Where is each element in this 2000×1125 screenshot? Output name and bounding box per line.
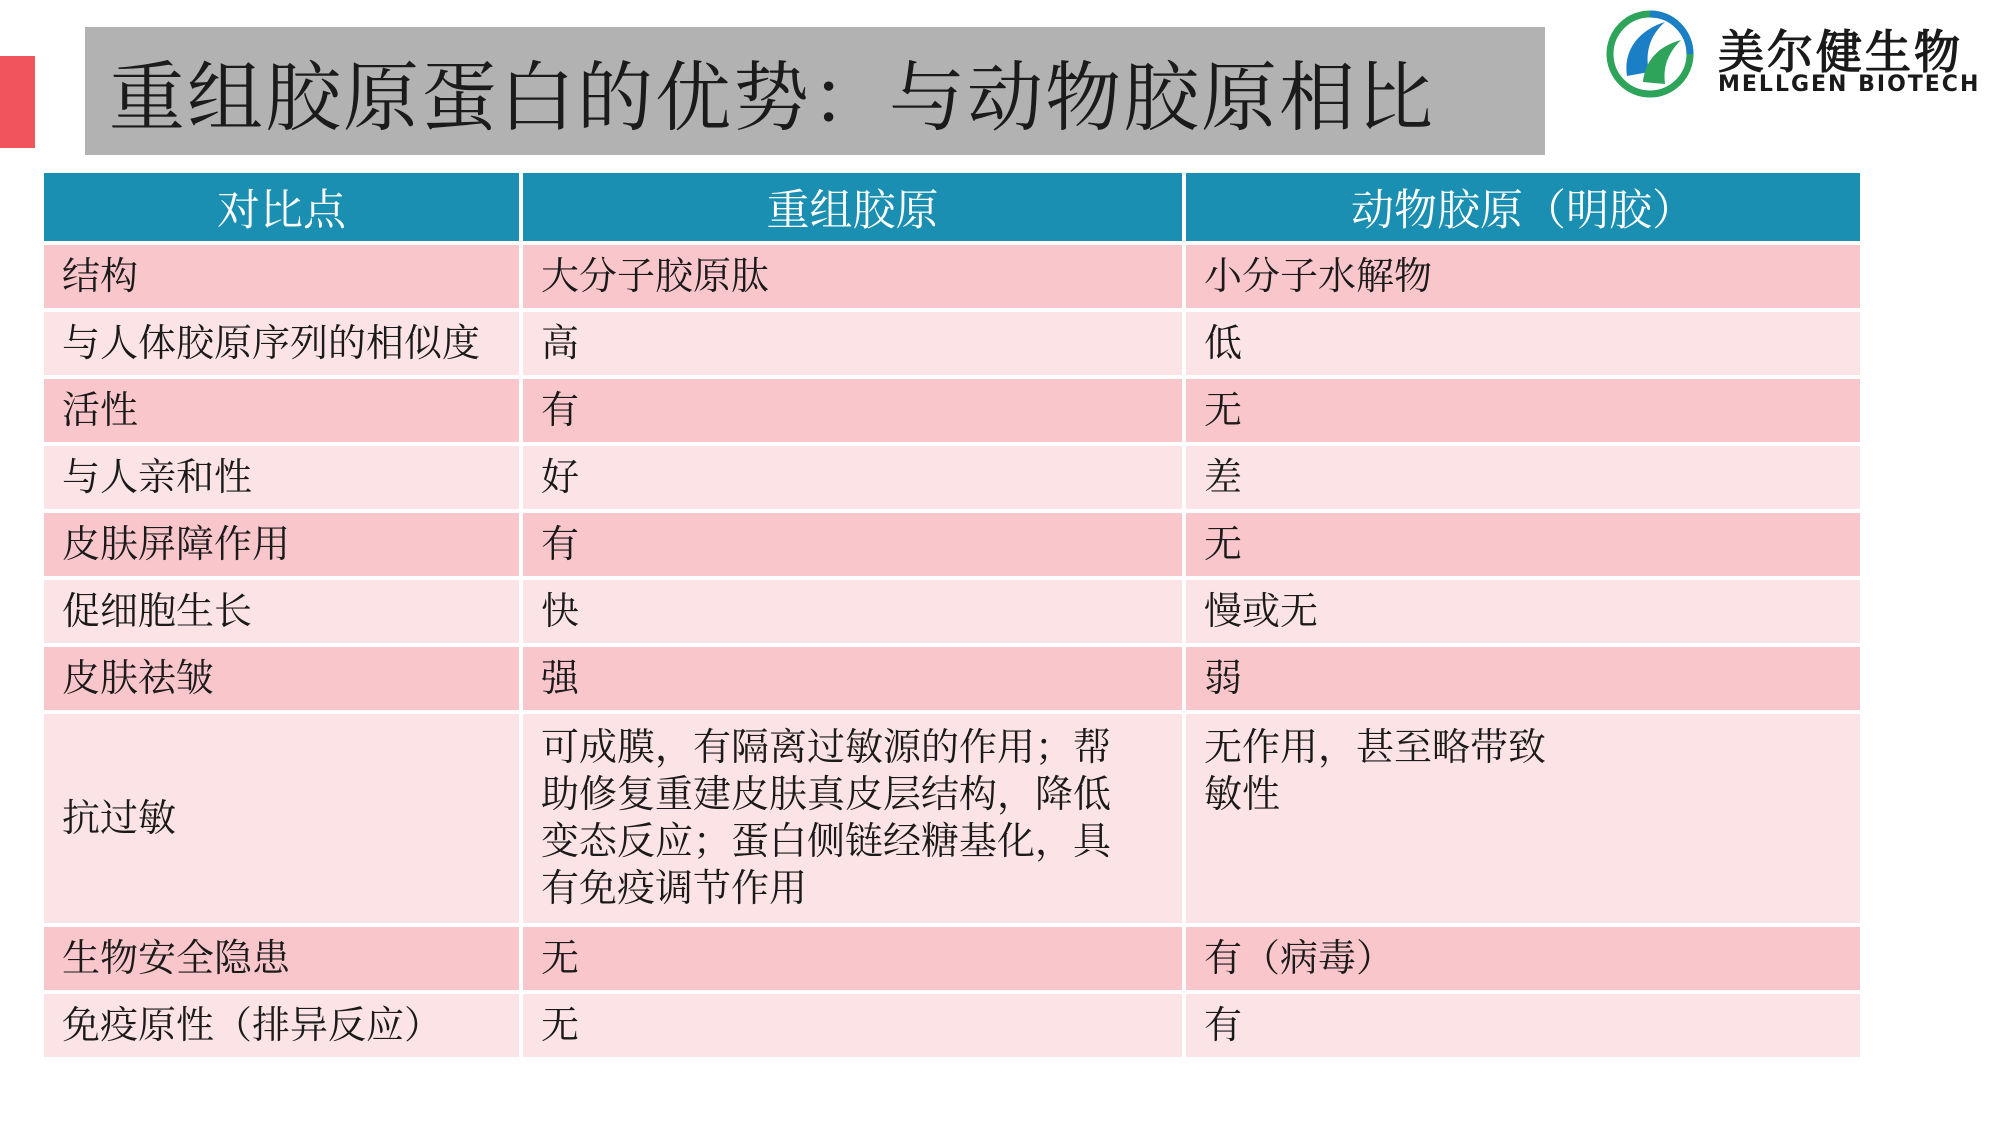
cell-recombinant: 好 [521,444,1184,511]
cell-recombinant: 无 [521,992,1184,1059]
cell-recombinant: 高 [521,310,1184,377]
table-row [42,377,1862,444]
table-row [42,578,1862,645]
cell-recombinant: 大分子胶原肽 [521,243,1184,310]
header-point: 对比点 [42,171,521,243]
cell-recombinant: 快 [521,578,1184,645]
cell-animal: 有（病毒） [1184,925,1862,992]
cell-recombinant: 强 [521,645,1184,712]
cell-animal: 慢或无 [1184,578,1862,645]
title-banner [85,27,1545,155]
header-animal: 动物胶原（明胶） [1184,171,1862,243]
cell-recombinant: 有 [521,377,1184,444]
cell-point: 生物安全隐患 [42,925,521,992]
cell-point: 结构 [42,243,521,310]
cell-line: 变态反应；蛋白侧链经糖基化，具 [541,819,1112,863]
table-header-row [42,171,1862,243]
header-recombinant: 重组胶原 [521,171,1184,243]
cell-animal: 弱 [1184,645,1862,712]
table-row [42,511,1862,578]
table-row [42,992,1862,1059]
cell-point: 皮肤屏障作用 [42,511,521,578]
cell-line: 有免疫调节作用 [541,866,808,910]
page-title: 重组胶原蛋白的优势：与动物胶原相比 [109,52,1435,142]
logo-icon [1605,8,1695,98]
cell-animal: 低 [1184,310,1862,377]
cell-line: 助修复重建皮肤真皮层结构，降低 [541,772,1112,816]
cell-point: 皮肤祛皱 [42,645,521,712]
table-row [42,444,1862,511]
accent-bar [0,56,35,148]
cell-point: 免疫原性（排异反应） [42,992,521,1059]
table-row [42,925,1862,992]
cell-recombinant [521,712,1184,925]
cell-point: 活性 [42,377,521,444]
cell-animal: 差 [1184,444,1862,511]
cell-point: 与人亲和性 [42,444,521,511]
logo-name-cn: 美尔健生物 [1718,25,1963,79]
logo-name-en: MELLGEN BIOTECH [1718,72,1981,97]
table-row [42,310,1862,377]
cell-animal: 小分子水解物 [1184,243,1862,310]
cell-recombinant: 无 [521,925,1184,992]
cell-point: 与人体胶原序列的相似度 [42,310,521,377]
table-row [42,645,1862,712]
cell-animal: 无 [1184,377,1862,444]
table-row [42,712,1862,925]
company-logo [1605,8,1990,108]
cell-line: 敏性 [1204,772,1281,816]
cell-point: 促细胞生长 [42,578,521,645]
cell-animal: 有 [1184,992,1862,1059]
cell-animal: 无 [1184,511,1862,578]
comparison-table [40,169,1864,1061]
cell-recombinant: 有 [521,511,1184,578]
cell-line: 无作用，甚至略带致 [1204,725,1547,769]
cell-line: 可成膜，有隔离过敏源的作用；帮 [541,725,1112,769]
cell-point: 抗过敏 [42,712,521,925]
table-row [42,243,1862,310]
cell-animal [1184,712,1862,925]
